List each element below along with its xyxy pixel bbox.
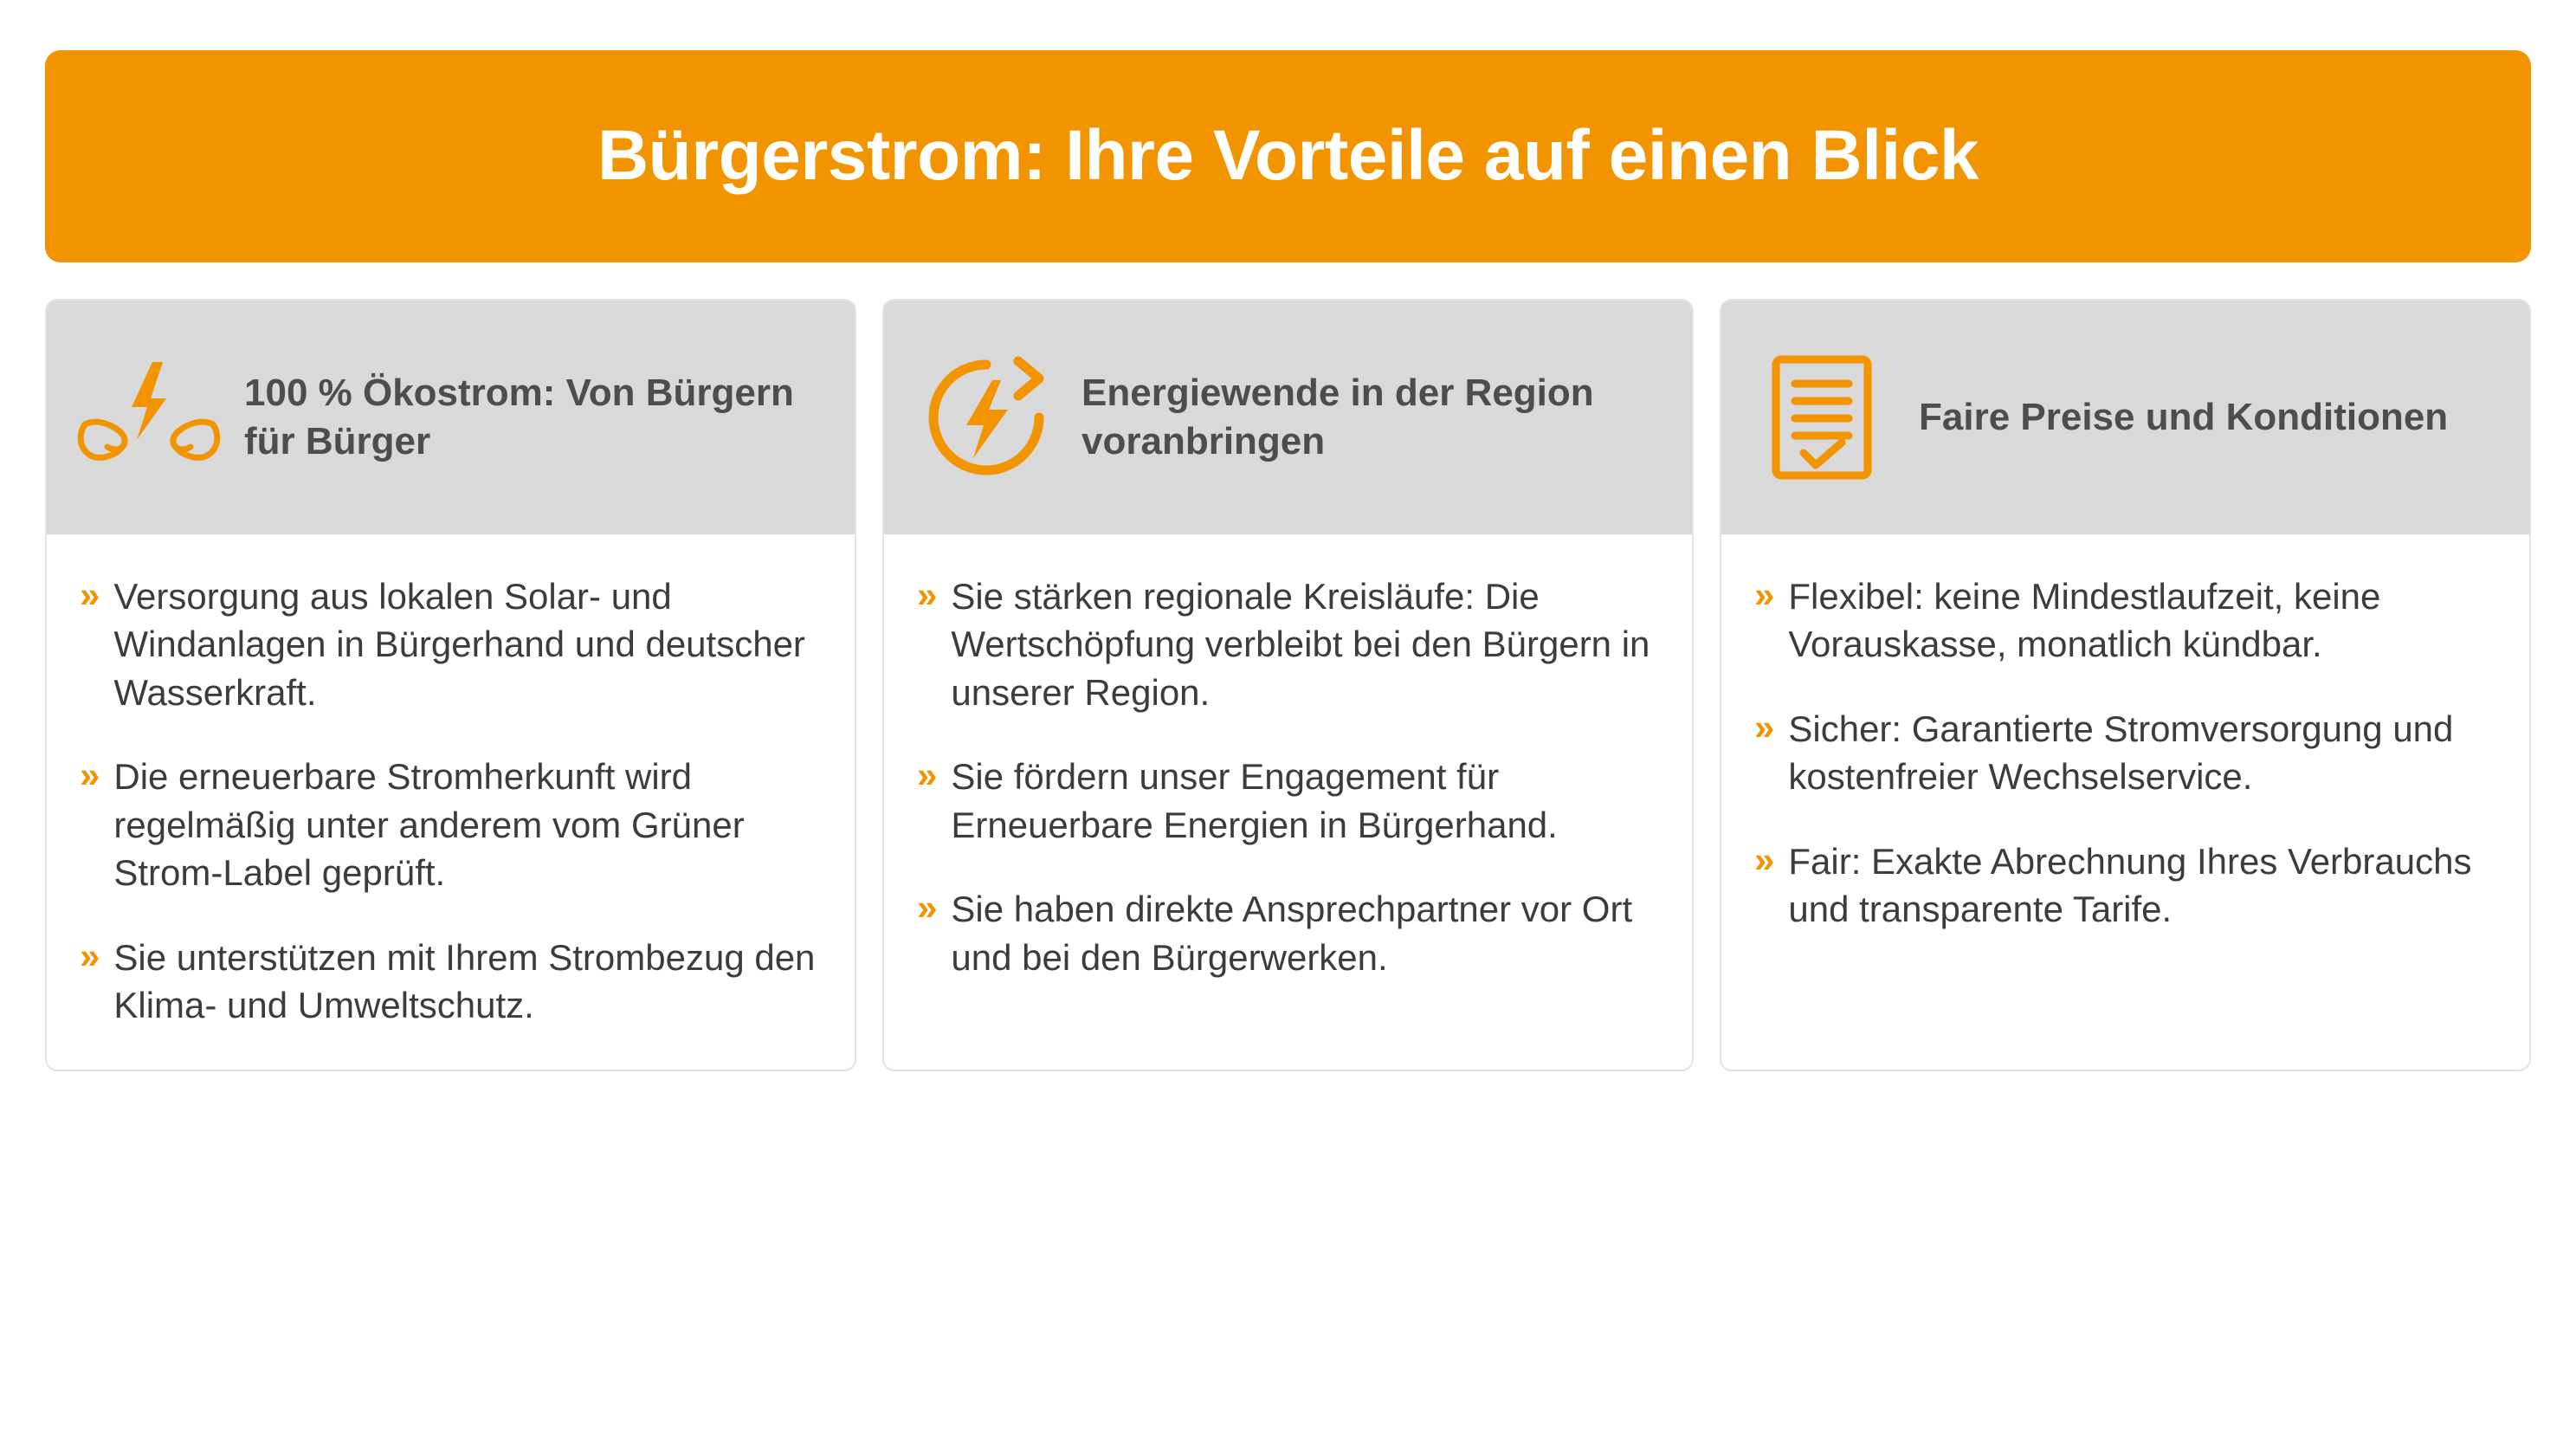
benefit-card	[1720, 299, 2531, 1071]
list-item	[80, 572, 820, 716]
list-item-text: Sicher: Garantierte Stromversorgung und kostenfreier Wechselservice.	[1788, 708, 2454, 798]
benefit-columns	[45, 299, 2531, 1071]
bullet-marker-icon: »	[80, 754, 100, 796]
hands-holding-lightning-icon	[76, 352, 222, 482]
benefit-card	[882, 299, 1694, 1071]
bullet-marker-icon: »	[80, 574, 100, 615]
benefit-card-title: Faire Preise und Konditionen	[1919, 395, 2449, 438]
document-with-checkmark-icon	[1751, 352, 1896, 482]
list-item-text: Fair: Exakte Abrechnung Ihres Verbrauchs und transparente Tarife.	[1788, 840, 2472, 930]
bullet-marker-icon: »	[917, 754, 938, 796]
list-item-text: Sie unterstützen mit Ihrem Strombezug den Klima- und Umweltschutz.	[113, 936, 816, 1026]
bullet-marker-icon: »	[917, 887, 938, 928]
bullet-marker-icon: »	[917, 574, 938, 615]
list-item	[917, 572, 1657, 716]
benefit-card-title: 100 % Ökostrom: Von Bürgern für Bürger	[244, 371, 794, 462]
bullet-marker-icon: »	[1754, 706, 1775, 747]
list-item	[1754, 837, 2495, 934]
benefit-card-title: Energiewende in der Region voranbringen	[1081, 371, 1594, 462]
page-title: Bürgerstrom: Ihre Vorteile auf einen Blick	[597, 116, 1979, 196]
list-item-text: Die erneuerbare Stromherkunft wird regelmäßig unter anderem vom Grüner Strom-Label geprüft.	[113, 756, 745, 894]
list-item	[917, 885, 1657, 981]
bullet-marker-icon: »	[80, 934, 100, 976]
lightning-in-circular-arrow-icon	[914, 352, 1059, 482]
list-item-text: Sie haben direkte Ansprechpartner vor Ort und bei den Bürgerwerken.	[951, 889, 1633, 978]
benefit-card-header	[47, 301, 855, 534]
list-item-text: Flexibel: keine Mindestlaufzeit, keine Vorauskasse, monatlich kündbar.	[1788, 576, 2381, 665]
bullet-marker-icon: »	[1754, 574, 1775, 615]
benefit-card-header	[884, 301, 1692, 534]
list-item	[80, 934, 820, 1030]
list-item	[1754, 572, 2495, 669]
benefit-card-header	[1721, 301, 2529, 534]
list-item	[80, 753, 820, 896]
benefit-card-body	[884, 534, 1692, 1070]
benefit-card-body	[1721, 534, 2529, 1070]
benefit-card-body	[47, 534, 855, 1070]
header-banner	[45, 50, 2531, 262]
list-item-text: Versorgung aus lokalen Solar- und Windanlagen in Bürgerhand und deutscher Wasserkraft.	[113, 576, 805, 713]
list-item-text: Sie stärken regionale Kreisläufe: Die Wertschöpfung verbleibt bei den Bürgern in unserer Region.	[951, 576, 1650, 713]
bullet-marker-icon: »	[1754, 838, 1775, 880]
list-item-text: Sie fördern unser Engagement für Erneuerbare Energien in Bürgerhand.	[951, 756, 1558, 845]
list-item	[1754, 705, 2495, 801]
benefit-card	[45, 299, 856, 1071]
list-item	[917, 753, 1657, 849]
